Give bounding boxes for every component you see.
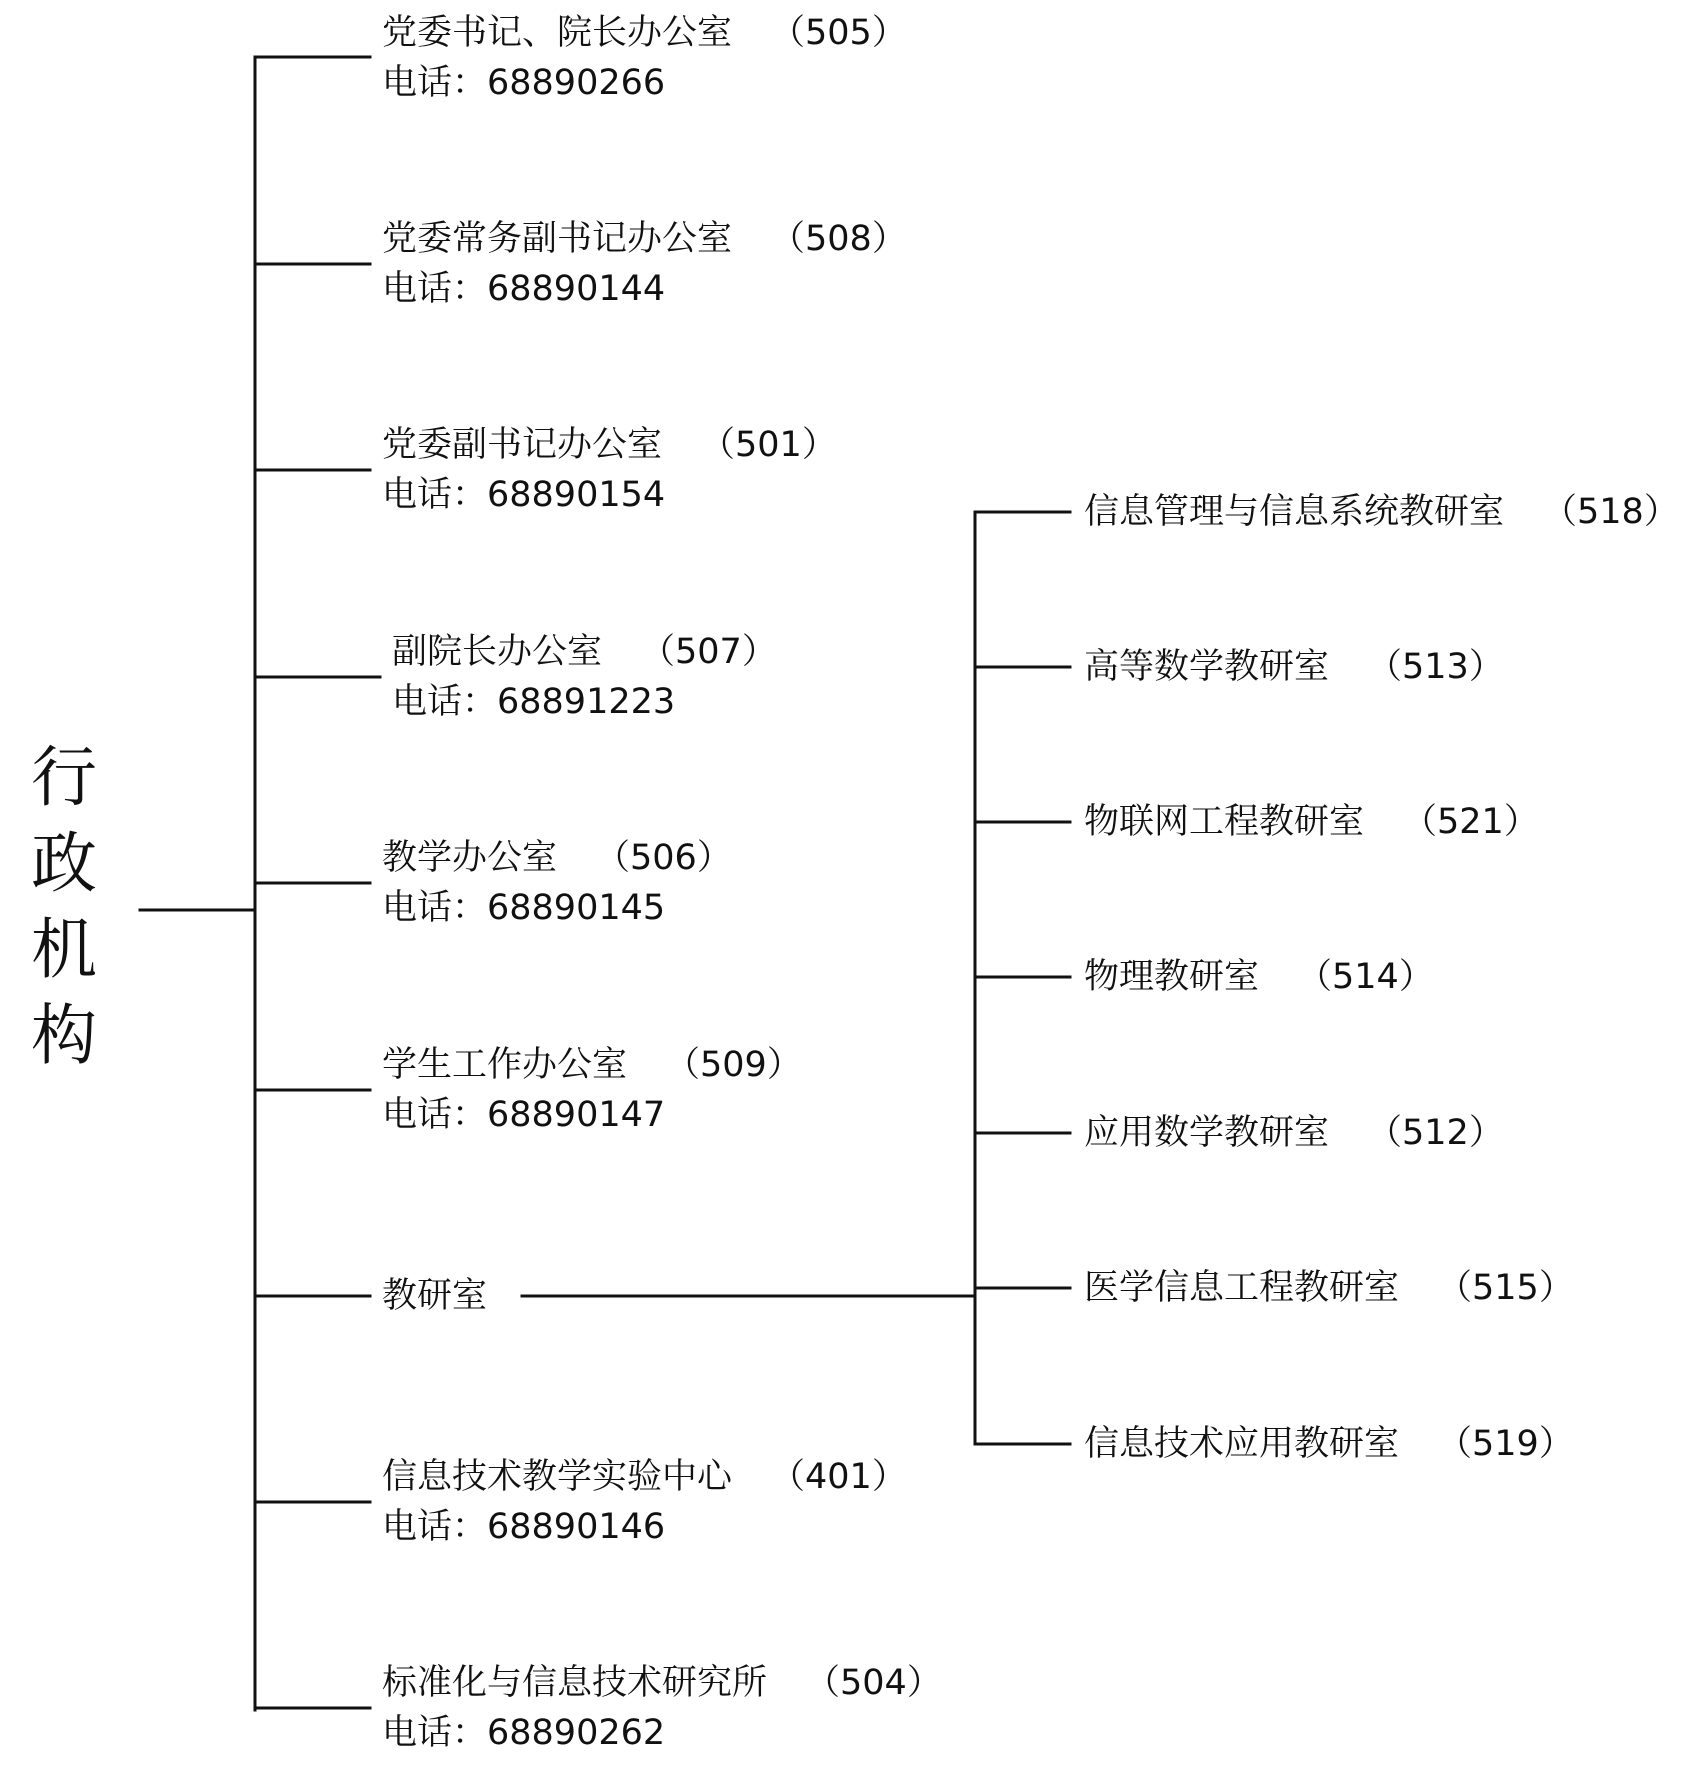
office-phone: 电话：68890266 (382, 63, 666, 103)
office-room: （506） (595, 838, 732, 878)
office-title (382, 1271, 487, 1321)
office-phone: 电话：68890154 (382, 475, 666, 515)
lab-name: 信息技术应用教研室 (1084, 1424, 1400, 1464)
lab-name: 应用数学教研室 (1084, 1113, 1330, 1153)
office-name: 标准化与信息技术研究所 (382, 1663, 768, 1703)
root-char: 构 (31, 997, 97, 1074)
office-node (382, 214, 907, 314)
root-char: 机 (31, 911, 97, 988)
lab-node (1084, 1108, 1504, 1158)
root-char: 政 (31, 825, 97, 902)
office-title (382, 833, 732, 883)
office-name: 副院长办公室 (392, 632, 603, 672)
lab-room: （512） (1367, 1113, 1504, 1153)
office-name: 党委常务副书记办公室 (382, 219, 733, 259)
office-room: （508） (770, 219, 907, 259)
lab-name: 高等数学教研室 (1084, 647, 1330, 687)
office-room: （507） (640, 632, 777, 672)
office-name: 学生工作办公室 (382, 1045, 628, 1085)
office-node (382, 1040, 802, 1140)
office-room: （505） (770, 13, 907, 53)
office-room: （504） (805, 1663, 942, 1703)
office-name: 教学办公室 (382, 838, 558, 878)
lab-name: 物联网工程教研室 (1084, 802, 1365, 842)
lab-node (1084, 952, 1434, 1002)
office-title (382, 1452, 907, 1502)
office-title (382, 1658, 942, 1708)
office-node (382, 833, 732, 933)
office-node (382, 1452, 907, 1552)
office-node (382, 420, 837, 520)
office-title (382, 8, 907, 58)
office-phone: 电话：68890144 (382, 269, 666, 309)
lab-node (1084, 797, 1539, 847)
lab-room: （515） (1437, 1268, 1574, 1308)
office-phone: 电话：68890262 (382, 1713, 666, 1753)
office-title (382, 420, 837, 470)
lab-name: 医学信息工程教研室 (1084, 1268, 1400, 1308)
lab-room: （518） (1542, 492, 1679, 532)
lab-room: （513） (1367, 647, 1504, 687)
lab-name: 物理教研室 (1084, 957, 1260, 997)
office-room: （501） (700, 425, 837, 465)
office-phone: 电话：68890146 (382, 1507, 666, 1547)
lab-room: （519） (1437, 1424, 1574, 1464)
office-room: （509） (665, 1045, 802, 1085)
lab-node (1084, 1263, 1574, 1313)
lab-node (1084, 642, 1504, 692)
office-name: 党委书记、院长办公室 (382, 13, 733, 53)
office-node (392, 627, 777, 727)
office-name: 信息技术教学实验中心 (382, 1457, 733, 1497)
office-phone: 电话：68891223 (392, 682, 676, 722)
office-name: 党委副书记办公室 (382, 425, 663, 465)
office-node (382, 1658, 942, 1758)
office-node (382, 8, 907, 108)
office-title (382, 214, 907, 264)
lab-name: 信息管理与信息系统教研室 (1084, 492, 1505, 532)
lab-room: （521） (1402, 802, 1539, 842)
office-phone: 电话：68890145 (382, 888, 666, 928)
office-title (392, 627, 777, 677)
office-name: 教研室 (382, 1276, 488, 1316)
root-char: 行 (31, 739, 97, 816)
root-node (28, 735, 100, 1079)
lab-node (1084, 1419, 1574, 1469)
office-node-teaching-research (382, 1271, 487, 1321)
office-title (382, 1040, 802, 1090)
lab-node (1084, 487, 1679, 537)
lab-room: （514） (1297, 957, 1434, 997)
office-room: （401） (770, 1457, 907, 1497)
office-phone: 电话：68890147 (382, 1095, 666, 1135)
